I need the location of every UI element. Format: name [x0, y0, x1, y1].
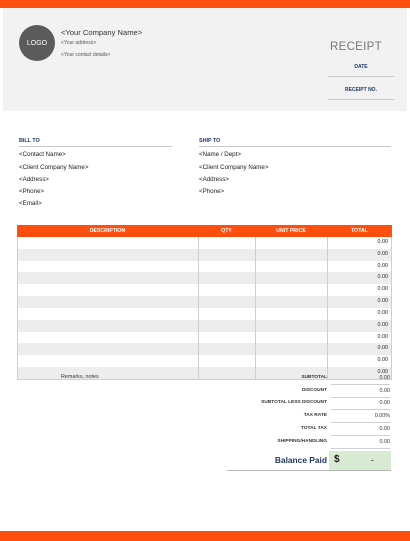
cell-description[interactable]	[17, 308, 198, 320]
bill-to-heading: BILL TO	[19, 138, 172, 147]
table-row	[17, 355, 392, 367]
balance-paid-amount: -	[371, 455, 374, 465]
summary-divider	[331, 384, 390, 385]
cell-description[interactable]	[17, 249, 198, 261]
cell-unit-price[interactable]	[255, 237, 327, 249]
cell-total[interactable]: 0.00	[327, 237, 392, 249]
cell-unit-price[interactable]	[255, 249, 327, 261]
summary-divider	[331, 397, 390, 398]
cell-unit-price[interactable]	[255, 284, 327, 296]
cell-total[interactable]: 0.00	[327, 355, 392, 367]
summary-label: TAX RATE	[303, 413, 327, 418]
remarks-notes: Remarks, notes	[61, 374, 99, 380]
cell-description[interactable]	[17, 320, 198, 332]
cell-qty[interactable]	[198, 296, 255, 308]
ship-to-phone: <Phone>	[199, 188, 225, 195]
cell-unit-price[interactable]	[255, 355, 327, 367]
cell-qty[interactable]	[198, 261, 255, 273]
cell-qty[interactable]	[198, 272, 255, 284]
balance-paid-box	[329, 451, 391, 470]
table-row	[17, 261, 392, 273]
summary-label: DISCOUNT	[301, 388, 327, 393]
cell-total[interactable]: 0.00	[327, 261, 392, 273]
summary-label: SUBTOTAL	[301, 375, 327, 380]
cell-unit-price[interactable]	[255, 308, 327, 320]
ship-to-address: <Address>	[199, 176, 229, 183]
column-header-unit-price: UNIT PRICE	[276, 228, 306, 234]
cell-description[interactable]	[17, 367, 198, 379]
summary-value[interactable]: 0.00	[379, 426, 390, 432]
receipt-header	[3, 8, 407, 111]
cell-total[interactable]: 0.00	[327, 284, 392, 296]
cell-total[interactable]: 0.00	[327, 296, 392, 308]
company-address: <Your address>	[61, 40, 97, 46]
column-header-total: TOTAL	[351, 228, 368, 234]
bill-to-contact: <Contact Name>	[19, 151, 66, 158]
cell-unit-price[interactable]	[255, 332, 327, 344]
cell-total[interactable]: 0.00	[327, 320, 392, 332]
ship-to-heading: SHIP TO	[199, 138, 391, 147]
table-row	[17, 249, 392, 261]
summary-value[interactable]: 0.00	[379, 375, 390, 381]
ship-to-company: <Client Company Name>	[199, 164, 269, 171]
cell-qty[interactable]	[198, 332, 255, 344]
bill-to-phone: <Phone>	[19, 188, 45, 195]
summary-divider	[331, 448, 390, 449]
summary-value[interactable]: 0.00	[379, 439, 390, 445]
document-title: RECEIPT	[330, 41, 382, 53]
cell-description[interactable]	[17, 355, 198, 367]
bill-to-email: <Email>	[19, 200, 42, 207]
summary-label: SHIPPING/HANDLING	[277, 439, 327, 444]
cell-unit-price[interactable]	[255, 343, 327, 355]
receipt-number-label: RECEIPT NO.	[328, 87, 394, 100]
cell-description[interactable]	[17, 237, 198, 249]
table-row	[17, 308, 392, 320]
table-row	[17, 296, 392, 308]
table-row	[17, 237, 392, 249]
table-row	[17, 284, 392, 296]
cell-unit-price[interactable]	[255, 296, 327, 308]
summary-value[interactable]: 0.00	[379, 388, 390, 394]
summary-label: SUBTOTAL LESS DISCOUNT	[261, 400, 327, 405]
summary-value[interactable]: 0.00	[379, 400, 390, 406]
cell-total[interactable]: 0.00	[327, 308, 392, 320]
date-label: DATE	[328, 64, 394, 77]
balance-underline	[227, 470, 391, 471]
table-row	[17, 332, 392, 344]
cell-unit-price[interactable]	[255, 320, 327, 332]
cell-total[interactable]: 0.00	[327, 367, 392, 379]
currency-symbol: $	[334, 454, 340, 465]
line-items-table	[17, 225, 392, 380]
cell-qty[interactable]	[198, 343, 255, 355]
cell-total[interactable]: 0.00	[327, 272, 392, 284]
cell-description[interactable]	[17, 261, 198, 273]
cell-total[interactable]: 0.00	[327, 343, 392, 355]
company-logo: LOGO	[19, 25, 55, 61]
cell-qty[interactable]	[198, 284, 255, 296]
column-header-description: DESCRIPTION	[89, 228, 126, 234]
balance-paid-label: Balance Paid	[274, 455, 327, 465]
summary-divider	[331, 435, 390, 436]
cell-description[interactable]	[17, 343, 198, 355]
cell-description[interactable]	[17, 284, 198, 296]
summary-value[interactable]: 0.00%	[374, 413, 390, 419]
cell-description[interactable]	[17, 272, 198, 284]
cell-qty[interactable]	[198, 249, 255, 261]
cell-unit-price[interactable]	[255, 272, 327, 284]
cell-description[interactable]	[17, 296, 198, 308]
table-body	[17, 237, 392, 379]
cell-description[interactable]	[17, 332, 198, 344]
table-row	[17, 343, 392, 355]
bottom-accent-bar	[0, 531, 410, 541]
column-header-qty: QTY	[221, 228, 232, 234]
cell-total[interactable]: 0.00	[327, 332, 392, 344]
cell-qty[interactable]	[198, 320, 255, 332]
cell-unit-price[interactable]	[255, 261, 327, 273]
bill-to-address: <Address>	[19, 176, 49, 183]
cell-qty[interactable]	[198, 237, 255, 249]
cell-qty[interactable]	[198, 355, 255, 367]
summary-divider	[331, 422, 390, 423]
bill-to-company: <Client Company Name>	[19, 164, 89, 171]
table-row	[17, 272, 392, 284]
company-contact: <Your contact details>	[61, 52, 111, 58]
table-header	[17, 225, 392, 237]
cell-total[interactable]: 0.00	[327, 249, 392, 261]
table-row	[17, 320, 392, 332]
summary-label: TOTAL TAX	[300, 426, 327, 431]
summary-divider	[331, 409, 390, 410]
ship-to-name: <Name / Dept>	[199, 151, 241, 158]
cell-qty[interactable]	[198, 308, 255, 320]
company-name: <Your Company Name>	[61, 28, 143, 37]
top-accent-bar	[0, 0, 410, 8]
